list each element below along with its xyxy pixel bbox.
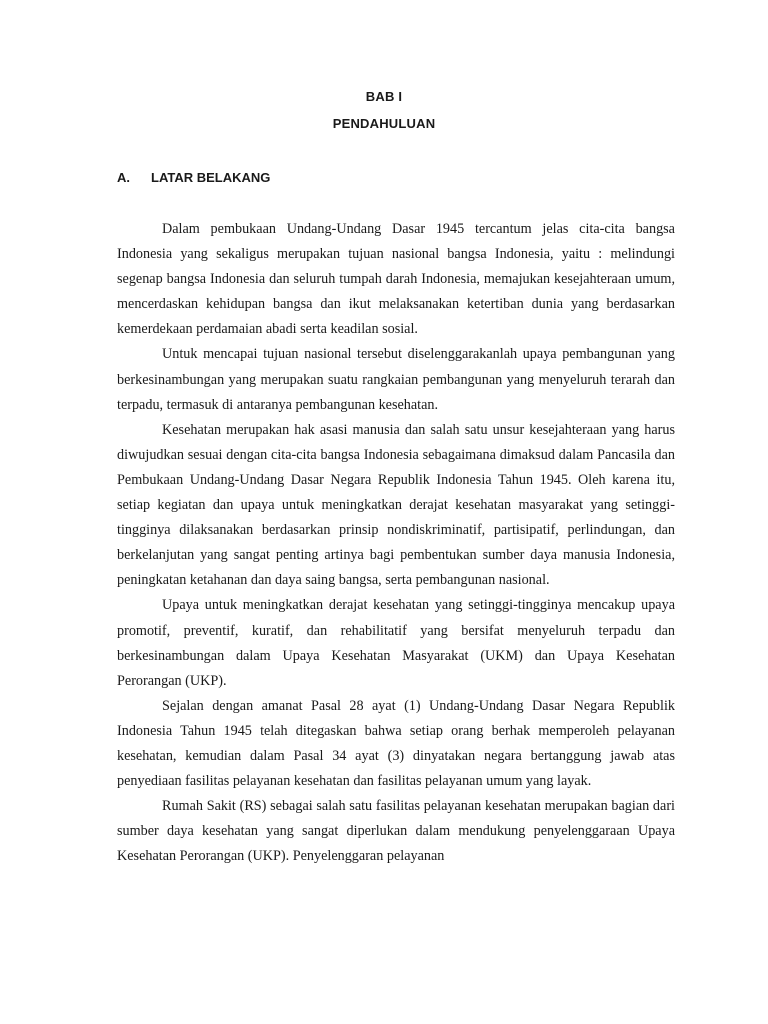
section-heading [117, 170, 270, 185]
chapter-title: PENDAHULUAN [332, 116, 436, 131]
paragraph: Sejalan dengan amanat Pasal 28 ayat (1) Undang-Undang Dasar Negara Republik Indonesia Tahun 1945 telah ditegaskan bahwa setiap orang berhak memperoleh pelayanan kesehatan, kemudian dalam Pasal 34 ayat (3) dinyatakan negara bertanggung jawab atas penyediaan fasilitas pelayanan kesehatan dan fasilitas pelayanan umum yang layak. [117, 697, 675, 790]
paragraph: Kesehatan merupakan hak asasi manusia dan salah satu unsur kesejahteraan yang harus diwujudkan sesuai dengan cita-cita bangsa Indonesia sebagaimana dimaksud dalam Pancasila dan Pembukaan Undang-Undang Dasar Negara Republik Indonesia Tahun 1945. Oleh karena itu, setiap kegiatan dan upaya untuk meningkatkan derajat kesehatan masyarakat yang setinggi-tingginya dilaksanakan berdasarkan prinsip nondiskriminatif, partisipatif, perlindungan, dan berkelanjutan yang sangat penting artinya bagi pembentukan sumber daya manusia Indonesia, peningkatan ketahanan dan daya saing bangsa, serta pembangunan nasional. [117, 421, 675, 589]
chapter-number: BAB I [365, 89, 403, 104]
paragraph: Dalam pembukaan Undang-Undang Dasar 1945 tercantum jelas cita-cita bangsa Indonesia yang sekaligus merupakan tujuan nasional bangsa Indonesia, yaitu : melindungi segenap bangsa Indonesia dan seluruh tumpah darah Indonesia, memajukan kesejahteraan umum, mencerdaskan kehidupan bangsa dan ikut melaksanakan ketertiban dunia yang berdasarkan kemerdekaan perdamaian abadi serta keadilan sosial. [117, 221, 675, 338]
section-number: A. [117, 170, 130, 185]
paragraph: Rumah Sakit (RS) sebagai salah satu fasilitas pelayanan kesehatan merupakan bagian dari sumber daya kesehatan yang sangat diperlukan dalam mendukung penyelenggaraan Upaya Kesehatan Perorangan (UKP). Penyelenggaran pelayanan [117, 798, 675, 865]
paragraph: Upaya untuk meningkatkan derajat kesehatan yang setinggi-tingginya mencakup upaya promotif, preventif, kuratif, dan rehabilitatif yang bersifat menyeluruh terpadu dan berkesinambungan dalam Upaya Kesehatan Masyarakat (UKM) dan Upaya Kesehatan Perorangan (UKP). [117, 597, 675, 689]
body-text [117, 217, 675, 869]
section-title: LATAR BELAKANG [151, 170, 271, 185]
paragraph: Untuk mencapai tujuan nasional tersebut diselenggarakanlah upaya pembangunan yang berkesinambungan yang merupakan suatu rangkaian pembangunan yang menyeluruh terarah dan terpadu, termasuk di antaranya pembangunan kesehatan. [117, 346, 675, 413]
